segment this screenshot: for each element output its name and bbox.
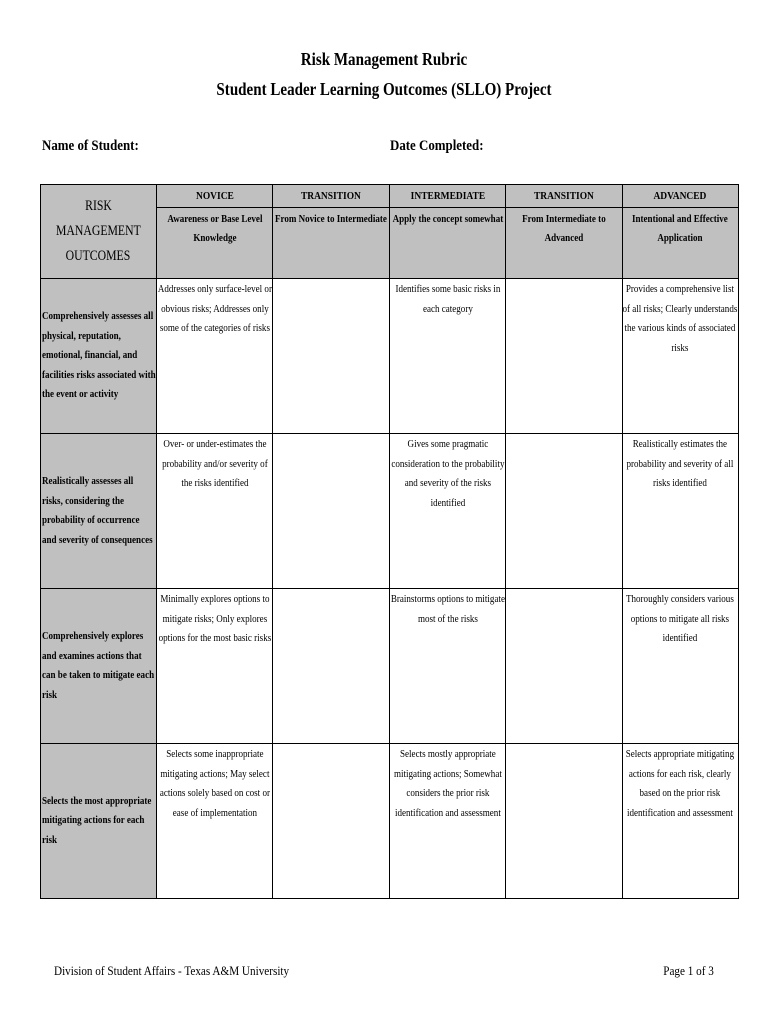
- outcome-cell: Comprehensively assesses all physical, reputation, emotional, financial, and facilities risks associated with the event or activity: [41, 279, 157, 434]
- level-novice-header: NOVICE: [157, 185, 273, 208]
- intermediate-cell: Identifies some basic risks in each category: [389, 279, 505, 434]
- outcomes-header: [41, 185, 157, 279]
- table-row: [41, 589, 739, 744]
- level-advanced-header: ADVANCED: [622, 185, 738, 208]
- outcomes-header-line-3: OUTCOMES: [66, 248, 131, 264]
- transition-1-cell: [273, 279, 389, 434]
- level-transition-2-header: TRANSITION: [506, 185, 622, 208]
- intermediate-cell: Gives some pragmatic consideration to the probability and severity of the risks identified: [389, 434, 505, 589]
- advanced-cell: Thoroughly considers various options to mitigate all risks identified: [622, 589, 738, 744]
- novice-cell: Over- or under-estimates the probability and/or severity of the risks identified: [157, 434, 273, 589]
- document-title: [54, 44, 714, 104]
- transition-2-cell: [506, 279, 622, 434]
- outcomes-header-line-2: MANAGEMENT: [56, 223, 141, 239]
- footer-organization: Division of Student Affairs - Texas A&M University: [54, 963, 290, 978]
- outcome-cell: Selects the most appropriate mitigating actions for each risk: [41, 744, 157, 899]
- level-intermediate-header: INTERMEDIATE: [389, 185, 505, 208]
- student-name-label: Name of Student:: [42, 138, 139, 154]
- transition-2-cell: [506, 434, 622, 589]
- transition-2-cell: [506, 744, 622, 899]
- level-transition-2-description: From Intermediate to Advanced: [506, 208, 622, 279]
- intermediate-cell: Brainstorms options to mitigate most of the risks: [389, 589, 505, 744]
- title-line-1: Risk Management Rubric: [300, 49, 468, 69]
- novice-cell: Addresses only surface-level or obvious risks; Addresses only some of the categories of risks: [157, 279, 273, 434]
- level-novice-description: Awareness or Base Level Knowledge: [157, 208, 273, 279]
- transition-1-cell: [273, 744, 389, 899]
- rubric-table: [40, 184, 739, 899]
- transition-1-cell: [273, 589, 389, 744]
- table-row: [41, 279, 739, 434]
- advanced-cell: Realistically estimates the probability and severity of all risks identified: [622, 434, 738, 589]
- title-line-2: Student Leader Learning Outcomes (SLLO) Project: [216, 79, 552, 99]
- intermediate-cell: Selects mostly appropriate mitigating actions; Somewhat considers the prior risk identification and assessment: [389, 744, 505, 899]
- transition-1-cell: [273, 434, 389, 589]
- level-intermediate-description: Apply the concept somewhat: [389, 208, 505, 279]
- footer-page-number: Page 1 of 3: [663, 963, 714, 978]
- advanced-cell: Provides a comprehensive list of all risks; Clearly understands the various kinds of associated risks: [622, 279, 738, 434]
- outcome-cell: Comprehensively explores and examines actions that can be taken to mitigate each risk: [41, 589, 157, 744]
- transition-2-cell: [506, 589, 622, 744]
- novice-cell: Selects some inappropriate mitigating actions; May select actions solely based on cost or ease of implementation: [157, 744, 273, 899]
- outcome-cell: Realistically assesses all risks, considering the probability of occurrence and severity of consequences: [41, 434, 157, 589]
- level-transition-1-header: TRANSITION: [273, 185, 389, 208]
- novice-cell: Minimally explores options to mitigate risks; Only explores options for the most basic risks: [157, 589, 273, 744]
- date-completed-label: Date Completed:: [390, 138, 484, 154]
- advanced-cell: Selects appropriate mitigating actions for each risk, clearly based on the prior risk identification and assessment: [622, 744, 738, 899]
- level-header-row: [41, 185, 739, 208]
- level-transition-1-description: From Novice to Intermediate: [273, 208, 389, 279]
- table-row: [41, 434, 739, 589]
- table-row: [41, 744, 739, 899]
- outcomes-header-line-1: RISK: [85, 198, 112, 214]
- level-advanced-description: Intentional and Effective Application: [622, 208, 738, 279]
